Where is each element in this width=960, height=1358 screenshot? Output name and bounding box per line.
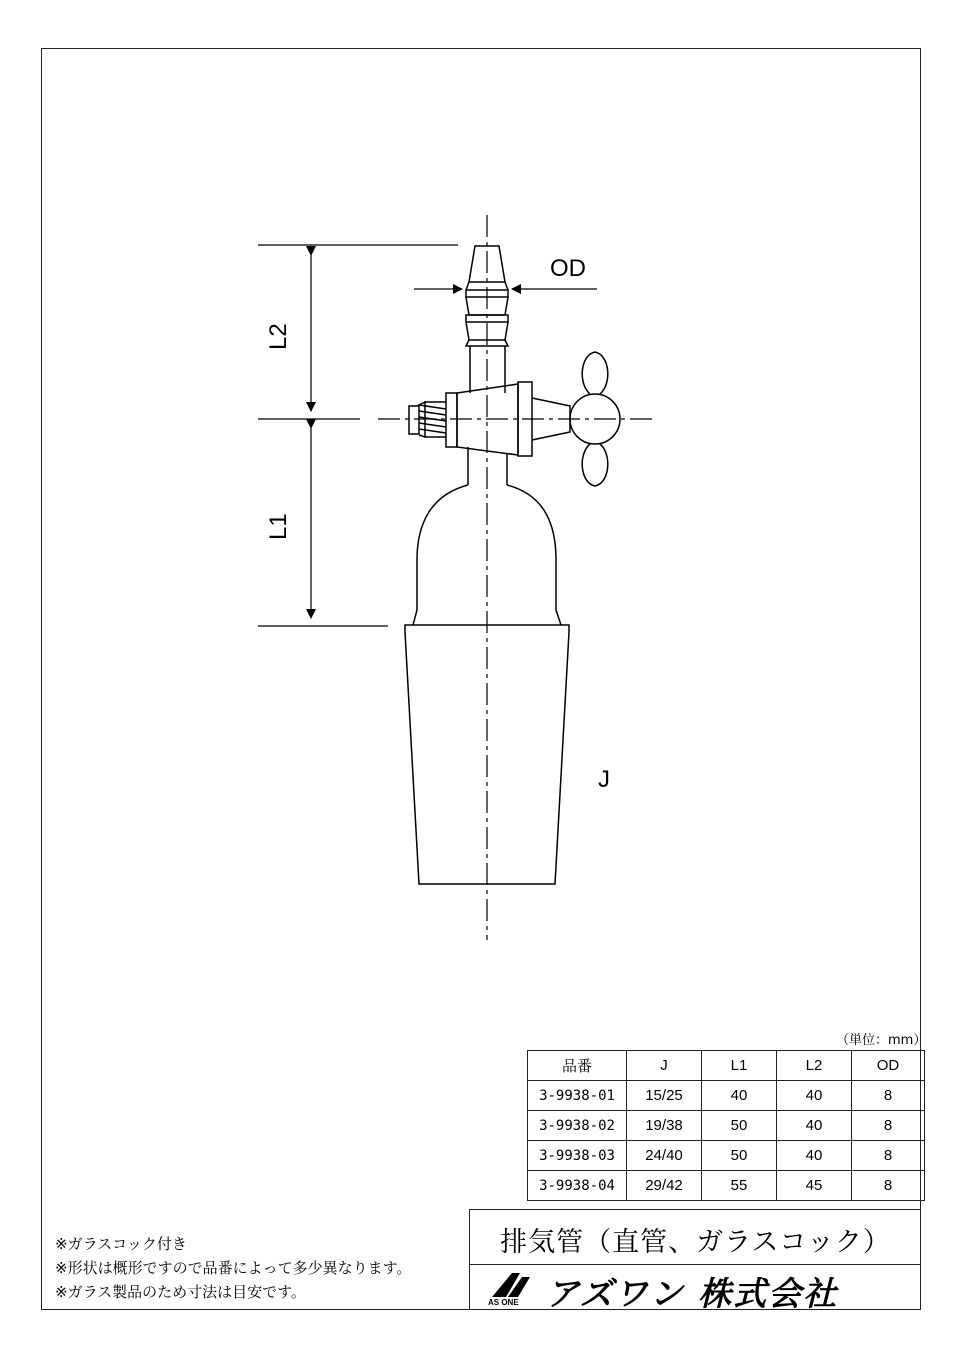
table-row: [528, 1171, 925, 1201]
title-box: [469, 1209, 921, 1265]
l1-label: L1: [265, 513, 292, 540]
table-row: [528, 1141, 925, 1171]
product-title: 排気管（直管、ガラスコック）: [500, 1227, 891, 1258]
cell-l2: 40: [777, 1141, 852, 1171]
cell-l2: 45: [777, 1171, 852, 1201]
cell-j: 15/25: [627, 1081, 702, 1111]
header-j: J: [627, 1051, 702, 1081]
header-part-number: 品番: [528, 1051, 627, 1081]
bulb-left: [413, 485, 468, 625]
cell-od: 8: [852, 1111, 925, 1141]
cell-l1: 55: [702, 1171, 777, 1201]
company-name: アズワン 株式会社: [546, 1274, 839, 1313]
note-item: ※ガラス製品のため寸法は目安です。: [55, 1283, 306, 1301]
cell-l2: 40: [777, 1081, 852, 1111]
bulb-right: [507, 485, 561, 625]
stopcock-handle-top: [582, 352, 608, 394]
as-one-logo-icon: [490, 1271, 534, 1299]
brand-text: AS ONE: [488, 1298, 519, 1307]
table-header-row: [528, 1051, 925, 1081]
note-item: ※形状は概形ですので品番によって多少異なります。: [55, 1259, 412, 1277]
stopcock-handle-bottom: [582, 444, 608, 486]
cell-j: 29/42: [627, 1171, 702, 1201]
cell-part-number: 3-9938-04: [528, 1171, 627, 1201]
header-l2: L2: [777, 1051, 852, 1081]
cell-l1: 50: [702, 1141, 777, 1171]
header-l1: L1: [702, 1051, 777, 1081]
cell-j: 19/38: [627, 1111, 702, 1141]
notes: [55, 1232, 411, 1304]
note-item: ※ガラスコック付き: [55, 1235, 187, 1253]
table-row: [528, 1111, 925, 1141]
cell-j: 24/40: [627, 1141, 702, 1171]
cell-od: 8: [852, 1081, 925, 1111]
cell-l1: 50: [702, 1111, 777, 1141]
cell-l2: 40: [777, 1111, 852, 1141]
j-label: J: [598, 766, 610, 793]
header-od: OD: [852, 1051, 925, 1081]
cell-part-number: 3-9938-01: [528, 1081, 627, 1111]
cell-od: 8: [852, 1171, 925, 1201]
table-row: [528, 1081, 925, 1111]
cell-od: 8: [852, 1141, 925, 1171]
spec-table: [527, 1050, 925, 1201]
unit-note: （単位：mm）: [836, 1033, 927, 1048]
cell-l1: 40: [702, 1081, 777, 1111]
l2-label: L2: [265, 323, 292, 350]
od-label: OD: [550, 255, 586, 282]
cell-part-number: 3-9938-02: [528, 1111, 627, 1141]
company-box: [469, 1265, 921, 1313]
cell-part-number: 3-9938-03: [528, 1141, 627, 1171]
